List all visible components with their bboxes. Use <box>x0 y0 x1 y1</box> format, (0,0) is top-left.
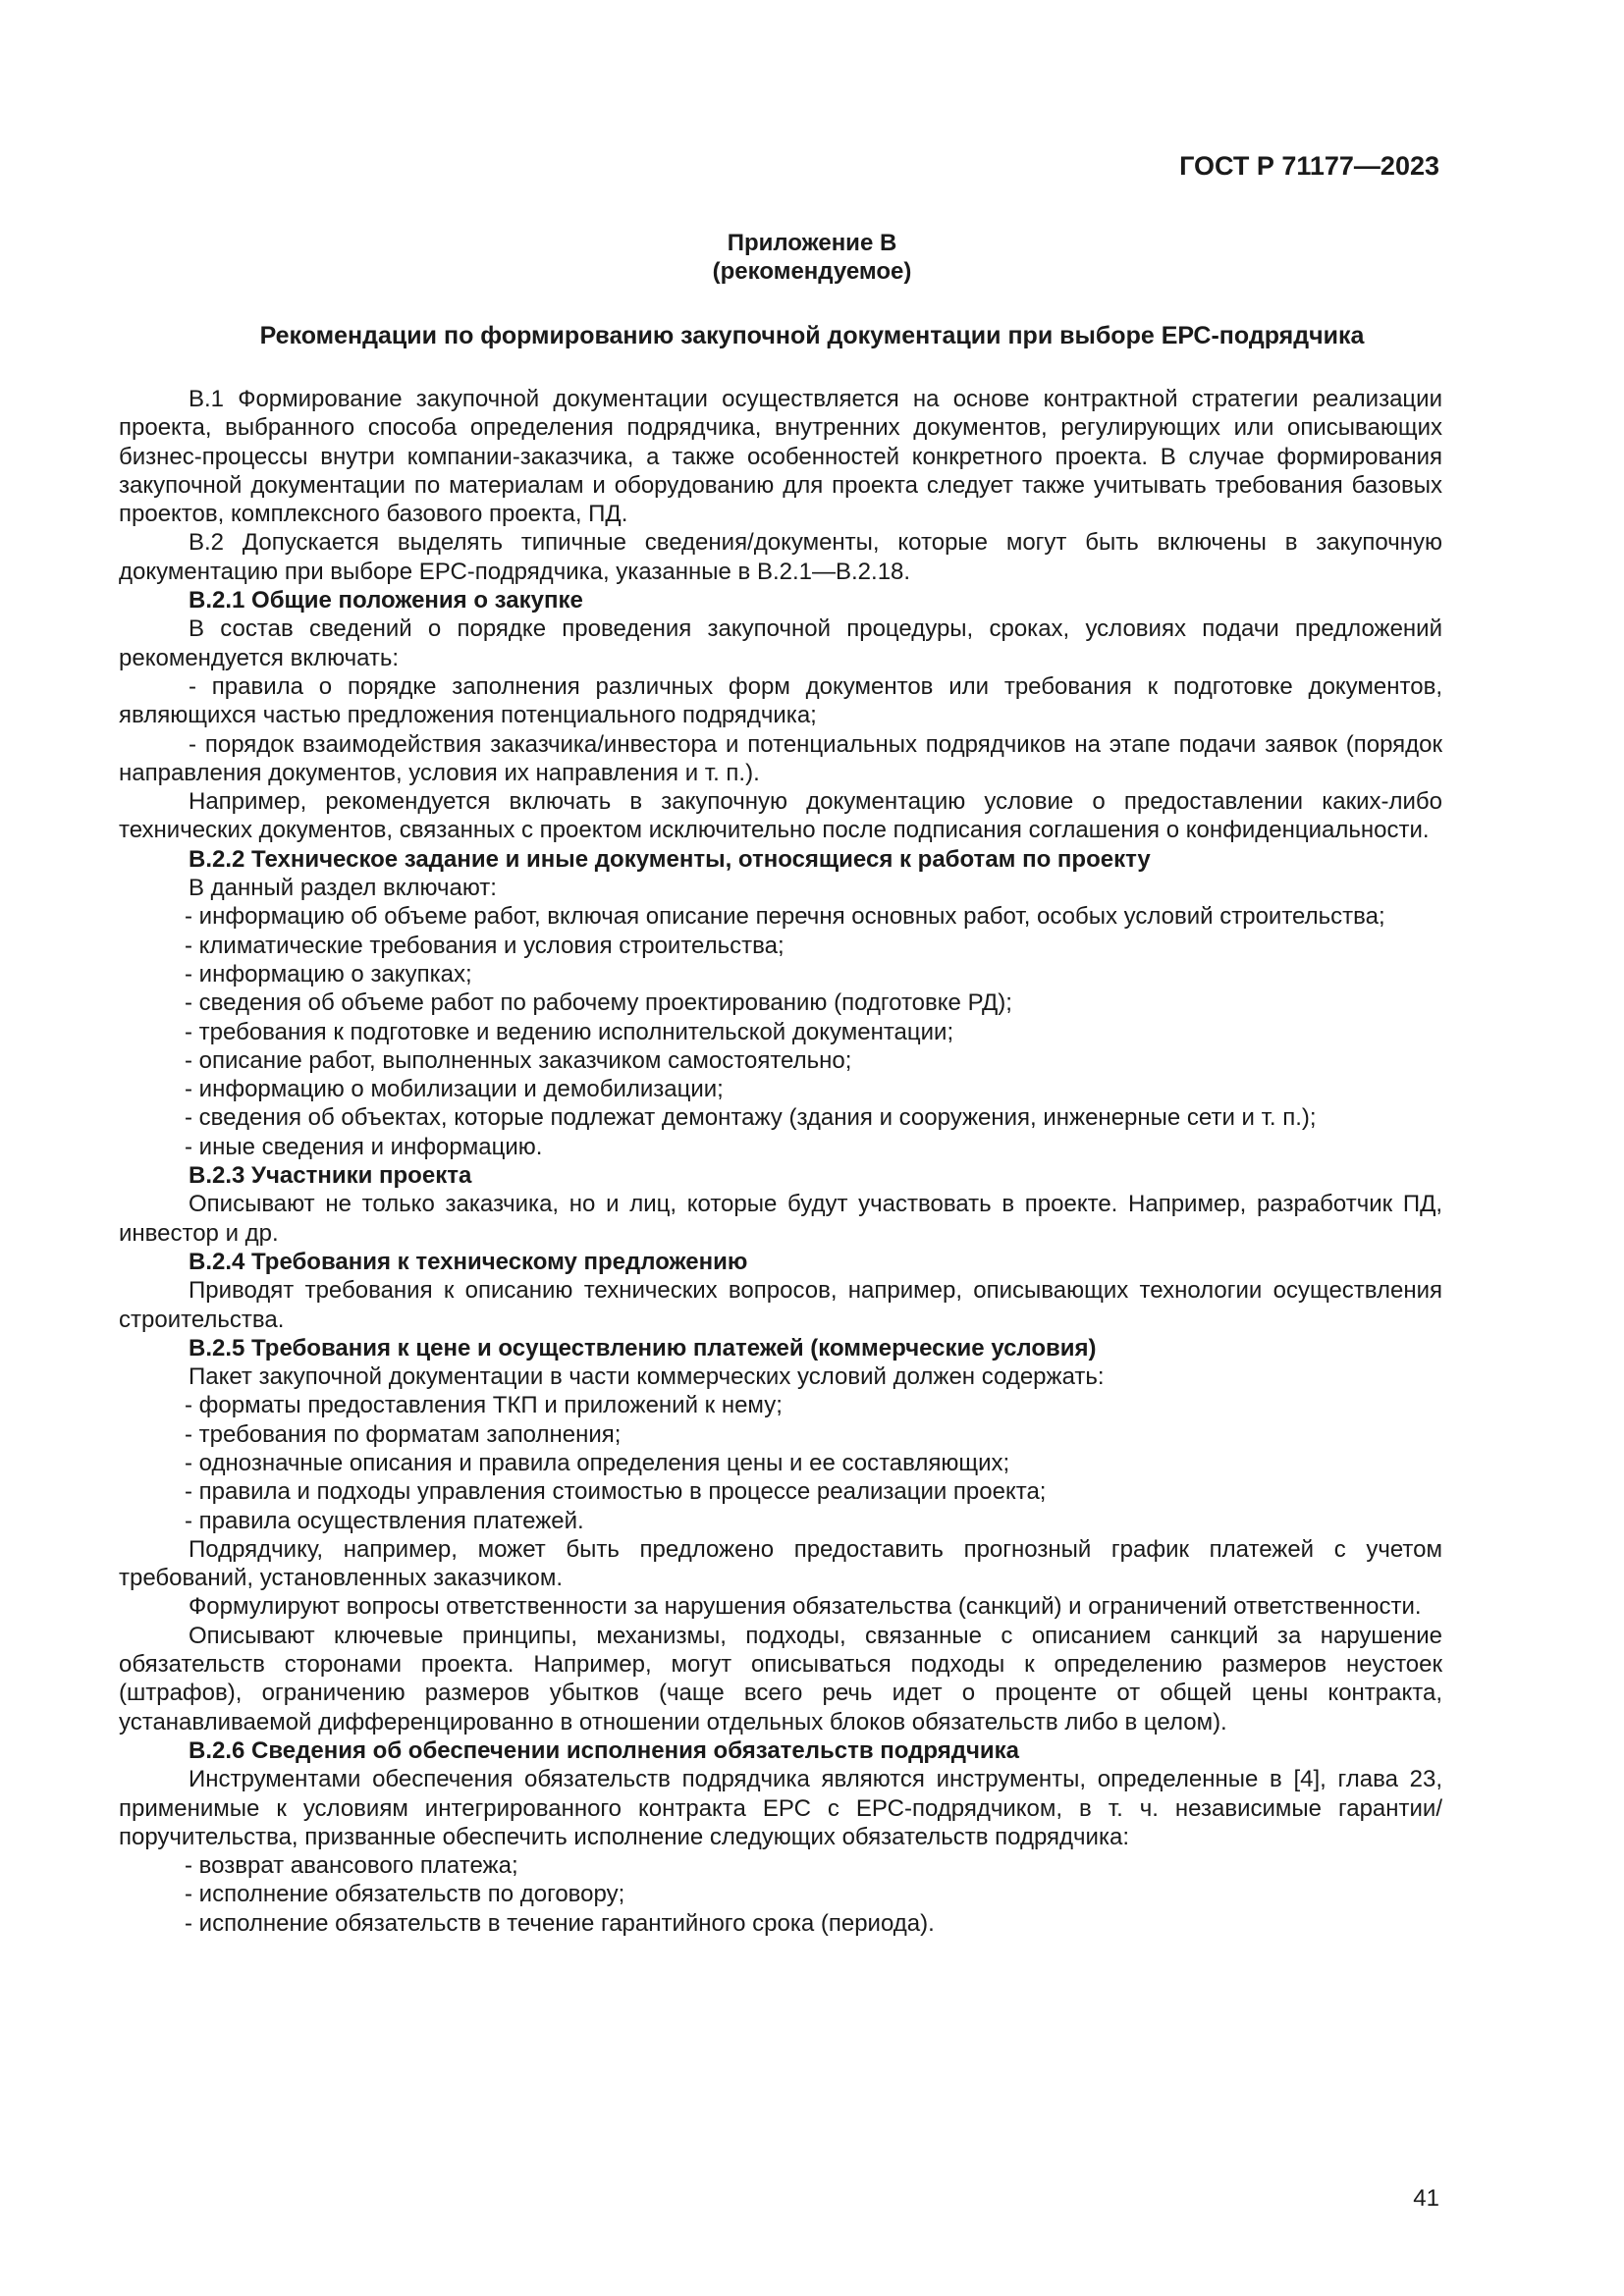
list-item: - форматы предоставления ТКП и приложений к нему; <box>185 1392 783 1419</box>
paragraph: Описывают ключевые принципы, механизмы, подходы, связанные с описанием санкций за нарушение обязательств сторонами проекта. Например, могут описываться подходы к определению размеров неустоек (штрафов), ограничению размеров убытков (чаще всего речь идет о проценте от общей цены контракта, устанавливаемой дифференцированно в отношении отдельных блоков обязательств либо в целом). <box>119 1622 1442 1735</box>
list-item: - исполнение обязательств в течение гарантийного срока (периода). <box>185 1909 935 1937</box>
list-item: - порядок взаимодействия заказчика/инвестора и потенциальных подрядчиков на этапе подачи заявок (порядок направления документов, условия их направления и т. п.). <box>119 730 1442 786</box>
list-item: - правила о порядке заполнения различных форм документов или требования к подготовке документов, являющихся частью предложения потенциального подрядчика; <box>119 672 1442 729</box>
section-heading-b24: В.2.4 Требования к техническому предложению <box>189 1248 748 1275</box>
paragraph-b2: В.2 Допускается выделять типичные сведения/документы, которые могут быть включены в закупочную документацию при выборе ЕРС-подрядчика, указанные в В.2.1—В.2.18. <box>119 529 1442 585</box>
section-heading-b23: В.2.3 Участники проекта <box>189 1162 472 1190</box>
list-item: - описание работ, выполненных заказчиком самостоятельно; <box>185 1046 852 1074</box>
list-item: - возврат авансового платежа; <box>185 1852 518 1880</box>
document-id: ГОСТ Р 71177—2023 <box>1179 151 1439 181</box>
paragraph: Пакет закупочной документации в части коммерческих условий должен содержать: <box>189 1363 1105 1391</box>
annex-status: (рекомендуемое) <box>712 258 912 285</box>
list-item: - правила осуществления платежей. <box>185 1507 584 1534</box>
list-item: - требования к подготовке и ведению исполнительской документации; <box>185 1018 954 1045</box>
annex-title: Приложение В <box>727 230 897 256</box>
paragraph: В состав сведений о порядке проведения закупочной процедуры, сроках, условиях подачи предложений рекомендуется включать: <box>119 615 1442 671</box>
list-item: - информацию об объеме работ, включая описание перечня основных работ, особых условий строительства; <box>185 903 1385 931</box>
section-heading-b25: В.2.5 Требования к цене и осуществлению платежей (коммерческие условия) <box>189 1334 1097 1362</box>
document-body <box>119 385 1442 1938</box>
paragraph: Например, рекомендуется включать в закупочную документацию условие о предоставлении каких-либо технических документов, связанных с проектом исключительно после подписания соглашения о конфиденциальности. <box>119 788 1442 844</box>
paragraph: В данный раздел включают: <box>189 875 497 902</box>
section-heading-b22: В.2.2 Техническое задание и иные документы, относящиеся к работам по проекту <box>189 845 1151 873</box>
list-item: - иные сведения и информацию. <box>185 1133 543 1160</box>
list-item: - климатические требования и условия строительства; <box>185 932 785 959</box>
section-heading-b21: В.2.1 Общие положения о закупке <box>189 587 583 614</box>
paragraph: Инструментами обеспечения обязательств подрядчика являются инструменты, определенные в [4], глава 23, применимые к условиям интегрированного контракта ЕРС с ЕРС-подрядчиком, в т. ч. независимые гарантии/поручительства, призванные обеспечить исполнение следующих обязательств подрядчика: <box>119 1766 1442 1850</box>
list-item: - сведения об объектах, которые подлежат демонтажу (здания и сооружения, инженерные сети и т. п.); <box>185 1104 1317 1132</box>
paragraph: Описывают не только заказчика, но и лиц, которые будут участвовать в проекте. Например, разработчик ПД, инвестор и др. <box>119 1191 1442 1247</box>
section-heading-b26: В.2.6 Сведения об обеспечении исполнения обязательств подрядчика <box>189 1736 1019 1764</box>
paragraph: Формулируют вопросы ответственности за нарушения обязательства (санкций) и ограничений ответственности. <box>189 1593 1422 1621</box>
paragraph: Приводят требования к описанию технических вопросов, например, описывающих технологии осуществления строительства. <box>119 1277 1442 1333</box>
page-title: Рекомендации по формированию закупочной документации при выборе ЕРС-подрядчика <box>259 322 1365 349</box>
list-item: - требования по форматам заполнения; <box>185 1420 622 1448</box>
page-number: 41 <box>1413 2185 1439 2212</box>
list-item: - информацию о мобилизации и демобилизации; <box>185 1076 724 1103</box>
list-item: - сведения об объеме работ по рабочему проектированию (подготовке РД); <box>185 989 1012 1017</box>
list-item: - однозначные описания и правила определения цены и ее составляющих; <box>185 1449 1010 1476</box>
list-item: - исполнение обязательств по договору; <box>185 1881 625 1908</box>
paragraph: Подрядчику, например, может быть предложено предоставить прогнозный график платежей с учетом требований, установленных заказчиком. <box>119 1535 1442 1592</box>
list-item: - правила и подходы управления стоимостью в процессе реализации проекта; <box>185 1478 1047 1506</box>
paragraph-b1: В.1 Формирование закупочной документации осуществляется на основе контрактной стратегии реализации проекта, выбранного способа определения подрядчика, внутренних документов, регулирующих или описывающих бизнес-процессы внутри компании-заказчика, а также особенностей конкретного проекта. В случае формирования закупочной документации по материалам и оборудованию для проекта следует также учитывать требования базовых проектов, комплексного базового проекта, ПД. <box>119 386 1442 528</box>
list-item: - информацию о закупках; <box>185 960 472 988</box>
